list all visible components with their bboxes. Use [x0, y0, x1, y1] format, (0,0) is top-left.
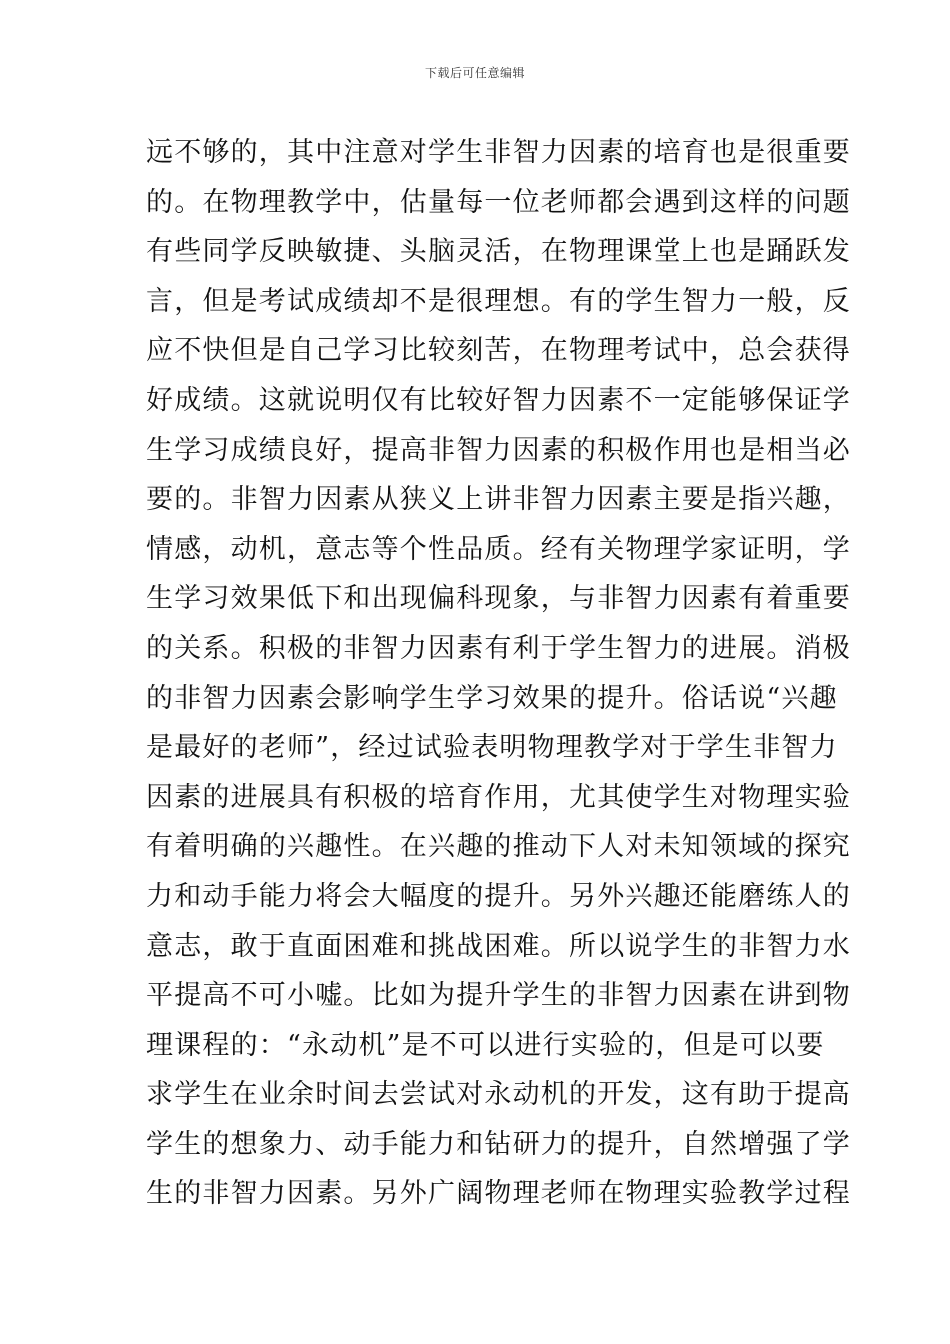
text-line: 意志，敢于直面困难和挑战困难。所以说学生的非智力水: [146, 930, 851, 962]
text-line: 有些同学反映敏捷、头脑灵活，在物理课堂上也是踊跃发: [146, 236, 851, 268]
text-line: 远不够的，其中注意对学生非智力因素的培育也是很重要: [146, 137, 851, 168]
body-text: [146, 128, 851, 1219]
text-line: 要的。非智力因素从狭义上讲非智力因素主要是指兴趣，: [146, 484, 851, 516]
text-line: 生学习效果低下和出现偏科现象，与非智力因素有着重要: [146, 583, 851, 615]
text-line: 生的非智力因素。另外广阔物理老师在物理实验教学过程: [146, 1178, 851, 1210]
page-header: 下载后可任意编辑: [424, 66, 525, 80]
text-line: 平提高不可小嘘。比如为提升学生的非智力因素在讲到物: [146, 980, 851, 1012]
text-line: 求学生在业余时间去尝试对永动机的开发，这有助于提高: [146, 1079, 851, 1111]
text-line: 因素的进展具有积极的培育作用，尤其使学生对物理实验: [146, 781, 851, 813]
text-line: 情感，动机，意志等个性品质。经有关物理学家证明，学: [146, 533, 851, 565]
text-line: 应不快但是自己学习比较刻苦，在物理考试中，总会获得: [146, 335, 851, 367]
text-line: 有着明确的兴趣性。在兴趣的推动下人对未知领域的探究: [146, 831, 851, 863]
text-line: 的关系。积极的非智力因素有利于学生智力的进展。消极: [146, 632, 851, 664]
text-line: 言，但是考试成绩却不是很理想。有的学生智力一般，反: [146, 285, 851, 317]
text-line: 学生的想象力、动手能力和钻研力的提升，自然增强了学: [146, 1128, 851, 1160]
text-line: 理课程的：“永动机”是不可以进行实验的，但是可以要: [146, 1029, 825, 1061]
text-line: 好成绩。这就说明仅有比较好智力因素不一定能够保证学: [146, 384, 851, 416]
text-line: 是最好的老师”，经过试验表明物理教学对于学生非智力: [146, 732, 838, 764]
text-line: 生学习成绩良好，提高非智力因素的积极作用也是相当必: [146, 434, 851, 466]
text-line: 的。在物理教学中，估量每一位老师都会遇到这样的问题: [146, 186, 851, 218]
text-line: 的非智力因素会影响学生学习效果的提升。俗话说“兴趣: [146, 682, 838, 714]
text-line: 力和动手能力将会大幅度的提升。另外兴趣还能磨练人的: [146, 880, 851, 912]
